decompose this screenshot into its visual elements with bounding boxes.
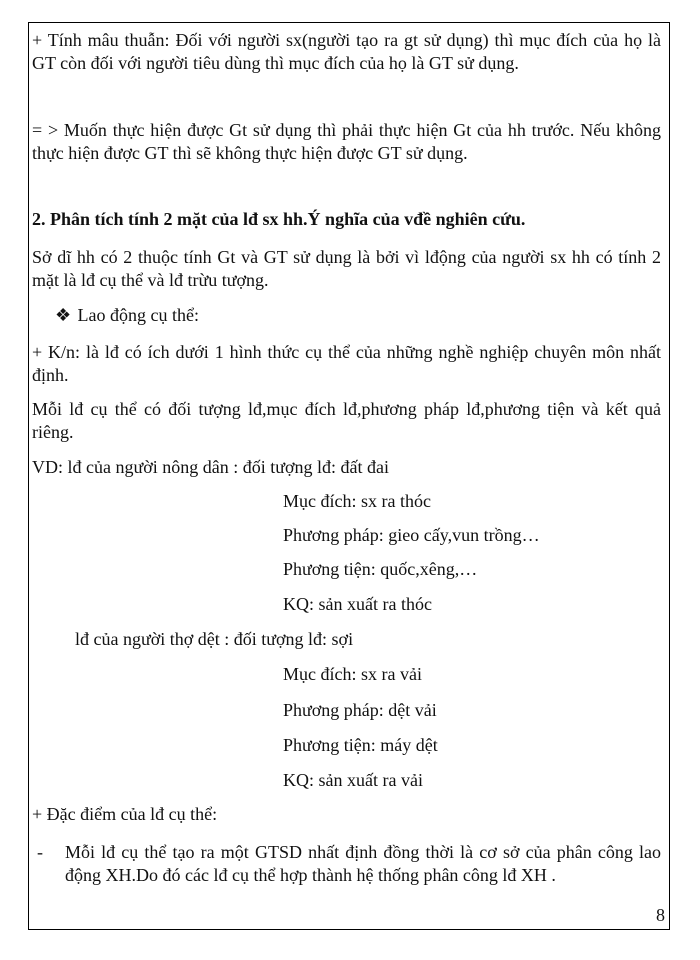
- example2-line: KQ: sản xuất ra vải: [283, 770, 423, 790]
- bullet-concrete-labor: [55, 304, 199, 327]
- paragraph-each-labor: Mỗi lđ cụ thể có đối tượng lđ,mục đích lđ,phương pháp lđ,phương tiện và kết quả riêng.: [32, 399, 661, 442]
- paragraph-definition: + K/n: là lđ có ích dưới 1 hình thức cụ thể của những nghề nghiệp chuyên môn nhất định.: [32, 342, 661, 385]
- paragraph-contradiction: + Tính mâu thuẫn: Đối với người sx(người tạo ra gt sử dụng) thì mục đích của họ là GT còn đối với người tiêu dùng thì mục đích của họ là GT sử dụng.: [32, 30, 661, 73]
- example1-line: Mục đích: sx ra thóc: [283, 491, 431, 511]
- example2-line: Phương pháp: dệt vải: [283, 700, 437, 720]
- example2-line: Mục đích: sx ra vải: [283, 664, 422, 684]
- paragraph-two-sides: Sở dĩ hh có 2 thuộc tính Gt và GT sử dụng là bởi vì lđộng của người sx hh có tính 2 mặt là lđ cụ thể và lđ trừu tượng.: [32, 247, 661, 290]
- feature-list-item: [37, 841, 661, 887]
- example1-line: Phương tiện: quốc,xêng,…: [283, 559, 478, 579]
- dash-bullet: -: [37, 842, 43, 862]
- paragraph-conclusion: = > Muốn thực hiện được Gt sử dụng thì phải thực hiện Gt của hh trước. Nếu không thực hiện được GT thì sẽ không thực hiện được GT sử dụng.: [32, 120, 661, 163]
- example1-line: Phương pháp: gieo cấy,vun trồng…: [283, 525, 540, 545]
- page-number: 8: [656, 905, 665, 925]
- example2-lead: lđ của người thợ dệt : đối tượng lđ: sợi: [75, 629, 354, 649]
- document-page: [28, 22, 670, 930]
- example1-line: KQ: sản xuất ra thóc: [283, 594, 432, 614]
- example1-lead: VD: lđ của người nông dân : đối tượng lđ: đất đai: [32, 457, 390, 477]
- bullet-label: Lao động cụ thể:: [77, 305, 199, 325]
- features-title: + Đặc điểm của lđ cụ thể:: [32, 804, 218, 824]
- section-heading: 2. Phân tích tính 2 mặt của lđ sx hh.Ý nghĩa của vđề nghiên cứu.: [32, 209, 526, 229]
- feature-text: Mỗi lđ cụ thể tạo ra một GTSD nhất định đồng thời là cơ sở của phân công lao động XH.Do đó các lđ cụ thể hợp thành hệ thống phân công lđ XH .: [65, 842, 661, 885]
- example2-line: Phương tiện: máy dệt: [283, 735, 438, 755]
- diamond-bullet-icon: ❖: [55, 305, 72, 325]
